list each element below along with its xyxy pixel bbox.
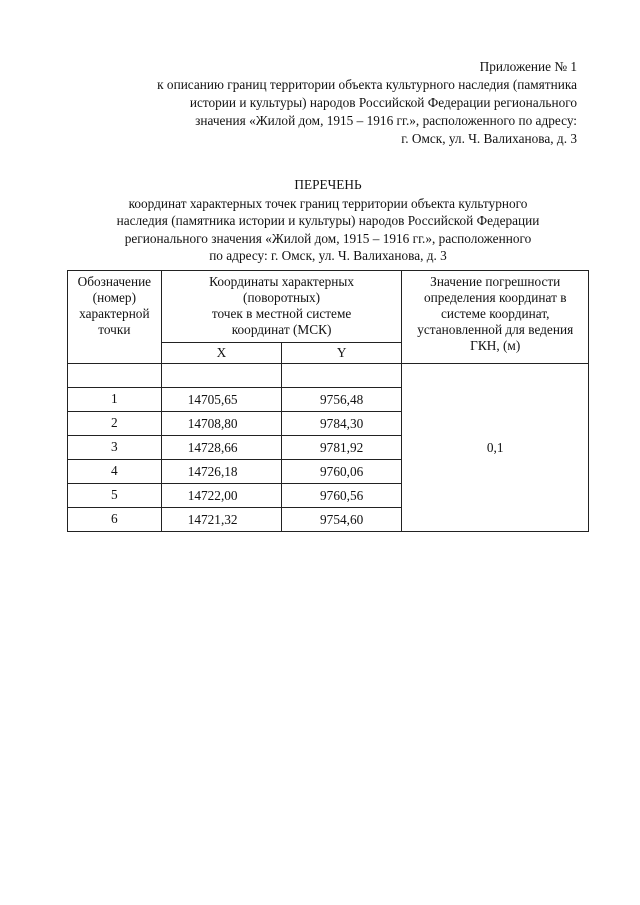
point-number: 3 xyxy=(68,436,162,460)
spacer-cell xyxy=(68,364,162,388)
coordinates-table xyxy=(67,270,589,532)
point-number: 6 xyxy=(68,508,162,532)
heading-line: наследия (памятника истории и культуры) народов Российской Федерации xyxy=(116,213,540,229)
header-text: Обозначение xyxy=(77,274,152,289)
coord-y: 9760,56 xyxy=(282,484,402,508)
header-text: координат (МСК) xyxy=(231,322,332,337)
appendix-line: значения «Жилой дом, 1915 – 1916 гг.», расположенного по адресу: xyxy=(195,113,577,128)
appendix-line: истории и культуры) народов Российской Федерации регионального xyxy=(189,95,577,110)
appendix-line: к описанию границ территории объекта культурного наследия (памятника xyxy=(157,77,577,92)
coord-x: 14705,65 xyxy=(161,388,281,412)
spacer-row xyxy=(68,364,589,388)
document-title: ПЕРЕЧЕНЬ xyxy=(294,177,362,192)
coord-x: 14708,80 xyxy=(161,412,281,436)
point-number: 2 xyxy=(68,412,162,436)
heading-line: регионального значения «Жилой дом, 1915 – 1916 гг.», расположенного xyxy=(124,230,532,246)
error-value: 0,1 xyxy=(402,364,589,532)
point-number: 1 xyxy=(68,388,162,412)
spacer-cell xyxy=(282,364,402,388)
header-text: установленной для ведения xyxy=(417,322,574,337)
heading-line: координат характерных точек границ территории объекта культурного xyxy=(128,195,528,211)
coord-y: 9756,48 xyxy=(282,388,402,412)
header-text: точки xyxy=(98,322,131,337)
header-coordinates xyxy=(161,271,402,343)
header-error xyxy=(402,271,589,364)
header-text: Координаты характерных xyxy=(209,274,354,289)
heading-line: по адресу: г. Омск, ул. Ч. Валиханова, д. 3 xyxy=(209,248,447,264)
appendix-line: г. Омск, ул. Ч. Валиханова, д. 3 xyxy=(401,131,577,146)
document-heading xyxy=(67,176,589,265)
header-text: ГКН, (м) xyxy=(470,338,521,353)
coord-x: 14728,66 xyxy=(161,436,281,460)
header-text: системе координат, xyxy=(440,306,550,321)
point-number: 5 xyxy=(68,484,162,508)
appendix-line: Приложение № 1 xyxy=(479,59,577,74)
header-point-label xyxy=(68,271,162,364)
coord-y: 9784,30 xyxy=(282,412,402,436)
coord-y: 9781,92 xyxy=(282,436,402,460)
point-number: 4 xyxy=(68,460,162,484)
spacer-cell xyxy=(161,364,281,388)
header-y: Y xyxy=(282,343,402,364)
coord-x: 14722,00 xyxy=(161,484,281,508)
header-text: точек в местной системе xyxy=(211,306,352,321)
appendix-note xyxy=(77,58,577,148)
coord-y: 9754,60 xyxy=(282,508,402,532)
coord-x: 14726,18 xyxy=(161,460,281,484)
header-text: (поворотных) xyxy=(243,290,321,305)
header-text: характерной xyxy=(79,306,150,321)
header-text: Значение погрешности xyxy=(430,274,561,289)
header-x: X xyxy=(161,343,281,364)
coord-y: 9760,06 xyxy=(282,460,402,484)
coord-x: 14721,32 xyxy=(161,508,281,532)
header-text: (номер) xyxy=(92,290,137,305)
header-text: определения координат в xyxy=(423,290,567,305)
